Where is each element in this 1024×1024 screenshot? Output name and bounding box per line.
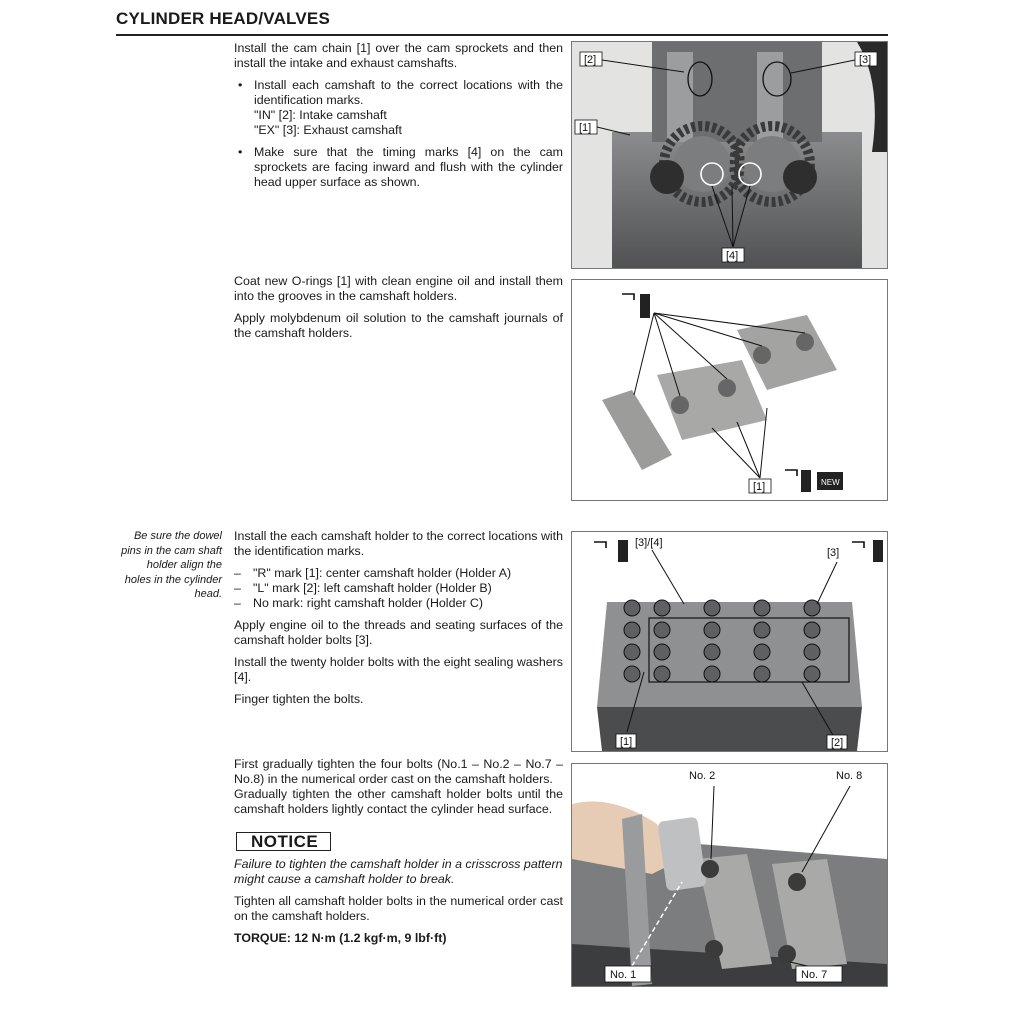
holders-intro: Install the each camshaft holder to the correct locations with the identification marks. xyxy=(234,529,563,558)
page-title: CYLINDER HEAD/VALVES xyxy=(116,9,331,28)
callout-no7: No. 7 xyxy=(801,969,828,981)
bolt-marker xyxy=(624,666,640,682)
bolt-marker xyxy=(654,644,670,660)
bolt-marker xyxy=(704,600,720,616)
bullet-identification xyxy=(234,78,563,138)
bolt-marker xyxy=(804,666,820,682)
side-note-dowel-pins: Be sure the dowel pins in the cam shaft holder align the holes in the cylinder head. xyxy=(121,530,222,601)
bullet-dot-icon: • xyxy=(238,145,243,159)
bolt-marker xyxy=(704,666,720,682)
bolt-marker xyxy=(704,622,720,638)
notice-title: NOTICE xyxy=(236,832,331,851)
bolt-marker xyxy=(804,644,820,660)
bolt-marker xyxy=(804,622,820,638)
bolt-marker xyxy=(624,644,640,660)
bolt-marker xyxy=(654,600,670,616)
finger-tighten-para: Finger tighten the bolts. xyxy=(234,692,364,706)
torque-spec: TORQUE: 12 N·m (1.2 kgf·m, 9 lbf·ft) xyxy=(234,931,447,945)
callout-label-2: [2] xyxy=(584,54,597,66)
callout-label-2: [2] xyxy=(831,737,844,749)
figure-holder-bolts xyxy=(571,531,888,752)
callout-no2: No. 2 xyxy=(689,770,716,782)
holder-item-l: – "L" mark [2]: left camshaft holder (Holder B) xyxy=(234,581,492,595)
holder-item-r-text: "R" mark [1]: center camshaft holder (Holder A) xyxy=(253,566,512,580)
new-badge-text: NEW xyxy=(821,478,840,487)
tightening-order-photo xyxy=(572,764,887,986)
bolt-marker xyxy=(754,622,770,638)
bolt-marker xyxy=(654,666,670,682)
holder-item-none-text: No mark: right camshaft holder (Holder C) xyxy=(253,596,483,610)
first-tighten-para: First gradually tighten the four bolts (No.1 – No.2 – No.7 – No.8) in the numerical order cast on the camshaft holders. xyxy=(234,757,563,786)
section-holders-text xyxy=(234,529,563,714)
gradual-tighten-para: Gradually tighten the other camshaft holder bolts until the camshaft holders lightly contact the cylinder head surface. xyxy=(234,787,563,816)
figure-camshaft-holders xyxy=(571,279,888,501)
bullet-timing-text: Make sure that the timing marks [4] on the cam sprockets are facing inward and flush with the cylinder head upper surface as shown. xyxy=(254,145,563,189)
bullet-timing-marks xyxy=(234,145,563,190)
callout-label-4: [4] xyxy=(726,250,739,262)
orings-para: Coat new O-rings [1] with clean engine oil and install them into the grooves in the camshaft holders. xyxy=(234,274,563,303)
holder-item-none: – No mark: right camshaft holder (Holder C) xyxy=(234,596,483,610)
bullet-sub-intake: "IN" [2]: Intake camshaft xyxy=(254,108,387,122)
callout-label-3: [3] xyxy=(827,547,840,559)
notice-text: Failure to tighten the camshaft holder in a crisscross pattern might cause a camshaft holder to break. xyxy=(234,857,563,886)
holder-item-l-text: "L" mark [2]: left camshaft holder (Holder B) xyxy=(253,581,492,595)
callout-label-1: [1] xyxy=(753,481,766,493)
final-tighten-para: Tighten all camshaft holder bolts in the numerical order cast on the camshaft holders. xyxy=(234,894,563,923)
moly-para: Apply molybdenum oil solution to the camshaft journals of the camshaft holders. xyxy=(234,311,563,340)
holder-list xyxy=(234,566,563,611)
bolt-marker xyxy=(754,600,770,616)
callout-label-1: [1] xyxy=(579,122,592,134)
bolt-oil-para: Apply engine oil to the threads and seating surfaces of the camshaft holder bolts [3]. xyxy=(234,618,563,647)
callout-label-3: [3] xyxy=(859,54,872,66)
figure-tightening-order xyxy=(571,763,888,987)
bullet-sub-exhaust: "EX" [3]: Exhaust camshaft xyxy=(254,123,402,137)
section-cam-install-text xyxy=(234,41,563,197)
holder-bolts-photo xyxy=(572,532,887,751)
camshaft-install-photo xyxy=(572,42,887,268)
section-tightening-text xyxy=(234,757,563,953)
bolt-marker xyxy=(754,644,770,660)
bullet-identification-text: Install each camshaft to the correct locations with the identification marks. xyxy=(254,78,563,107)
bolt-marker xyxy=(654,622,670,638)
new-part-icon xyxy=(817,472,843,490)
bolt-marker xyxy=(624,622,640,638)
section-orings-text xyxy=(234,274,563,348)
callout-label-1: [1] xyxy=(620,736,633,748)
callout-label-3-4: [3]/[4] xyxy=(635,537,663,549)
callout-no1: No. 1 xyxy=(610,969,637,981)
bullet-dot-icon: • xyxy=(238,78,243,92)
title-rule xyxy=(116,34,888,36)
bolt-marker xyxy=(704,644,720,660)
cam-install-intro: Install the cam chain [1] over the cam sprockets and then install the intake and exhaust camshafts. xyxy=(234,41,563,70)
bolt-marker xyxy=(624,600,640,616)
camshaft-holders-photo xyxy=(572,280,887,500)
twenty-bolts-para: Install the twenty holder bolts with the eight sealing washers [4]. xyxy=(234,655,563,684)
callout-no8: No. 8 xyxy=(836,770,863,782)
holder-item-r: – "R" mark [1]: center camshaft holder (Holder A) xyxy=(234,566,512,580)
bolt-marker xyxy=(754,666,770,682)
figure-camshaft-install xyxy=(571,41,888,269)
